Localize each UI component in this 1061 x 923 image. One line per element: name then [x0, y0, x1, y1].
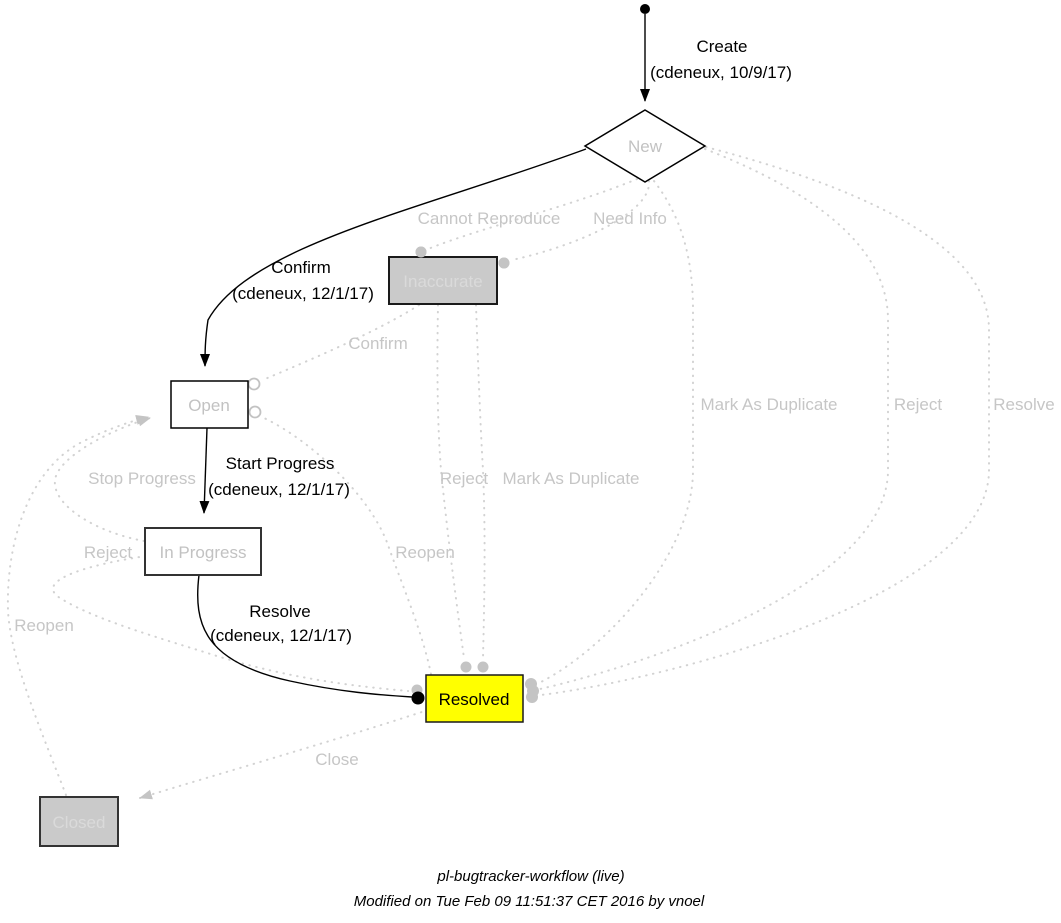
edge-resolve-detail: (cdeneux, 12/1/17) [210, 626, 352, 645]
edge-create-label: Create [696, 37, 748, 56]
edge-start-progress-label: Start Progress [225, 454, 335, 473]
edge-mark-as-duplicate-new-label: Mark As Duplicate [700, 395, 838, 414]
node-new-label: New [627, 137, 663, 156]
footer-workflow-name: pl-bugtracker-workflow (live) [437, 868, 625, 885]
node-open-label: Open [188, 396, 230, 415]
edge-close [140, 710, 428, 798]
edge-reopen-resolved-label: Reopen [395, 543, 455, 562]
edge-stop-progress-label: Stop Progress [88, 469, 196, 488]
odot-arrowhead [250, 407, 261, 418]
edge-mark-as-duplicate-inaccurate [476, 305, 489, 673]
dot-arrowhead [461, 662, 472, 673]
edge-need-info-label: Need Info [593, 209, 667, 228]
node-closed-label: Closed [52, 813, 106, 832]
node-resolved-label: Resolved [438, 690, 510, 709]
edge-confirm-label: Confirm [271, 258, 331, 277]
node-open [171, 381, 248, 428]
edge-resolve-new-label: Resolve [993, 395, 1055, 414]
start-node [640, 4, 650, 14]
dot-arrowhead [416, 247, 427, 258]
node-inaccurate [389, 257, 497, 304]
edge-resolve-new [526, 147, 989, 703]
node-resolved [426, 675, 523, 722]
node-in-progress [145, 528, 261, 575]
dot-arrowhead [499, 258, 510, 269]
edge-mark-as-duplicate-inaccurate-label: Mark As Duplicate [502, 469, 640, 488]
dot-arrowhead [526, 691, 538, 703]
footer-modified-info: Modified on Tue Feb 09 11:51:37 CET 2016 by vnoel [353, 893, 705, 910]
odot-arrowhead [249, 379, 260, 390]
edge-start-progress-detail: (cdeneux, 12/1/17) [208, 480, 350, 499]
edge-start-progress [204, 428, 207, 513]
edge-resolve-label: Resolve [249, 602, 311, 621]
edge-confirm-detail: (cdeneux, 12/1/17) [232, 284, 374, 303]
edge-close-label: Close [315, 750, 359, 769]
node-inaccurate-label: Inaccurate [403, 272, 483, 291]
edge-reject-new [527, 149, 888, 697]
edge-create-detail: (cdeneux, 10/9/17) [650, 63, 792, 82]
edge-reopen-closed-label: Reopen [14, 616, 74, 635]
edge-confirm-inaccurate-label: Confirm [348, 334, 408, 353]
edge-reject-new-label: Reject [893, 395, 943, 414]
node-closed [40, 797, 118, 846]
node-in-progress-label: In Progress [159, 543, 247, 562]
edge-reject-inaccurate-label: Reject [439, 469, 489, 488]
edge-reject-inaccurate [437, 305, 471, 673]
dot-arrowhead [478, 662, 489, 673]
edge-mark-as-duplicate-new [525, 181, 693, 690]
dot-arrowhead-black [412, 692, 425, 705]
edge-cannot-reproduce-label: Cannot Reproduce [417, 209, 561, 228]
node-new [585, 110, 705, 182]
edge-reject-in-progress-label: Reject [83, 543, 133, 562]
